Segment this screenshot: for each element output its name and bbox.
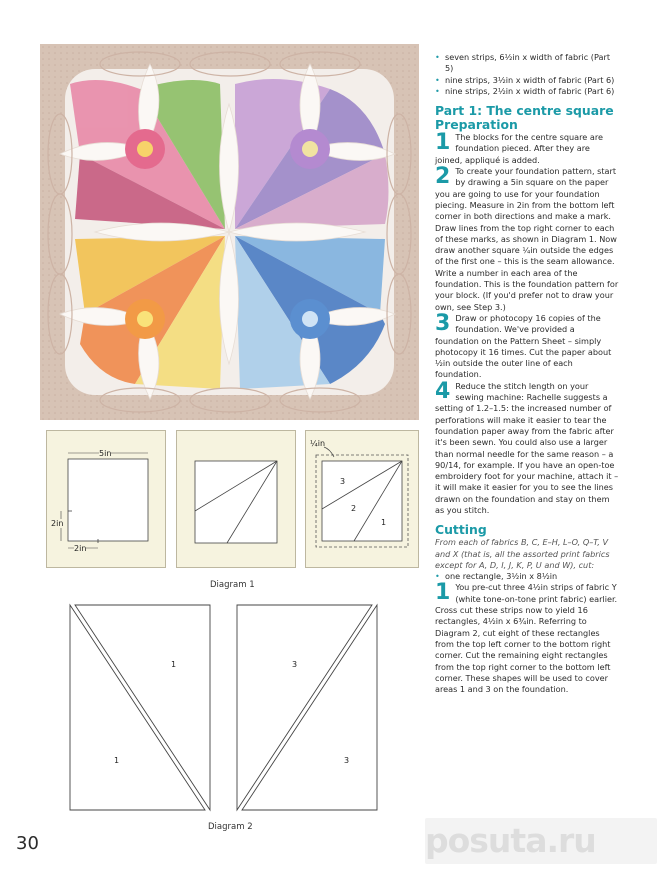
step-number: 3 [435,310,451,336]
cutting-step-1 [435,582,619,695]
diagram2-right-bottom-number: 3 [344,756,350,765]
quilt-illustration [40,44,419,420]
diagram2-left-top-number: 1 [171,660,177,669]
quilt-photo [40,44,419,420]
diagram1-numbered-drawing [306,431,418,567]
diagram1-width-label: 5in [99,449,112,458]
step-4 [435,378,619,517]
diagram1-panel-lines [176,430,296,568]
step-number: 1 [435,580,451,606]
step-text: Reduce the stitch length on your sewing machine: Rachelle suggests a setting of 1.2–1.5: the increased number of perforations will make it easier to tear the foundation paper away from the fabric after it's been sewn. You could also use a larger than normal needle for the same reason – a 90/14, for example. If you have an open-toe embroidery foot for your machine, attach it – it will make it easier for you to see the lines drawn on the foundation and stay on them as you stitch. [435,380,619,515]
step-text: You pre-cut three 4½in strips of fabric Y (white tone-on-tone print fabric) earlier. Cross cut these strips now to yield 16 rectangles, 4½in x 6¾in. Referring to Diagram 2, cut eight of these rectangles from the top left corner to the bottom right corner. Cut the remaining eight rectangles from the top right corner to the bottom left corner. These shapes will be used to cover areas 1 and 3 on the foundation. [435,582,618,695]
diagram2-right-drawing [232,600,392,815]
bullet-item: • nine strips, 2½in x width of fabric (Part 6) [435,86,619,97]
step-1 [435,132,619,166]
diagram1-panel-numbered [305,430,419,568]
instructions-column [435,52,619,695]
part1-heading-line1: Part 1: The centre square [435,103,614,119]
area-2-label: 2 [351,504,357,513]
diagram2-right-top-number: 3 [292,660,298,669]
watermark [425,818,657,864]
part1-heading-line2: Preparation [435,117,518,133]
step-text: The blocks for the centre square are foundation pieced. After they are joined, appliqué is added. [435,132,603,165]
bullet-item: • nine strips, 3½in x width of fabric (Part 6) [435,75,619,86]
step-2 [435,166,619,313]
step-3 [435,310,619,381]
area-1-label: 1 [381,518,387,527]
step-number: 2 [435,164,451,190]
step-number: 1 [435,130,451,156]
page-number: 30 [16,833,39,854]
cutting-bullet: • one rectangle, 3½in x 8½in [435,571,619,582]
watermark-text: posuta.ru [425,821,596,860]
bullet-item: • seven strips, 6½in x width of fabric (Part 5) [435,52,619,75]
seam-allowance-label: ¼in [310,439,326,448]
step-text: To create your foundation pattern, start by drawing a 5in square on the paper you are going to use for your foundation piecing. Measure in 2in from the bottom left corner in both directions and make a mark. Draw lines from the top right corner to each of these marks, as shown in Diagram 1. Now draw another square ¼in outside the edges of the first one – this is the seam allowance. Write a number in each area of the foundation. This is the foundation pattern for your block. (If you'd prefer not to draw your own, see Step 3.) [435,166,619,312]
area-3-label: 3 [340,477,346,486]
diagram2-caption: Diagram 2 [208,822,253,832]
diagram1-caption: Diagram 1 [210,580,255,590]
step-text: Draw or photocopy 16 copies of the foundation. We've provided a foundation on the Pattern Sheet – simply photocopy it 16 times. Cut the paper about ½in outside the outer line of each foundation. [435,312,612,380]
cutting-intro: From each of fabrics B, C, E–H, L–O, Q–T, V and X (that is, all the assorted print fabrics except for A, D, I, J, K, P, U and W), cut: [435,537,610,570]
diagram2-left-bottom-number: 1 [114,756,120,765]
diagram2-left-drawing [60,600,220,815]
part1-heading [435,104,619,132]
step-number: 4 [435,378,451,404]
diagram1-lines-drawing [177,431,295,567]
diagram1-bottom-label: 2in [74,544,87,553]
diagram1-panel-square [46,430,166,568]
cutting-heading: Cutting [435,522,487,538]
diagram1-left-label: 2in [51,519,64,528]
